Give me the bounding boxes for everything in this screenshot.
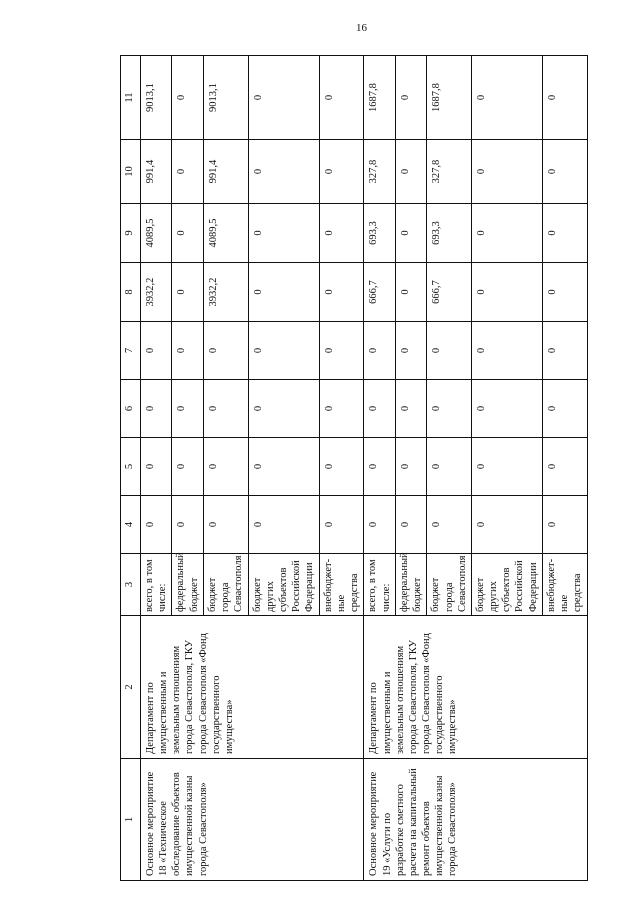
header-cell: 2 [121,616,141,759]
page-number: 16 [356,22,367,34]
value-cell: 0 [172,438,203,496]
value-cell: 0 [248,204,319,263]
value-cell: 0 [319,438,364,496]
value-cell: 0 [543,380,588,438]
header-row [121,56,141,881]
value-cell: 991,4 [203,140,248,204]
funding-source: бюджет города Севастополя [203,554,248,616]
value-cell: 0 [543,263,588,322]
value-cell: 0 [141,380,172,438]
value-cell: 9013,1 [141,56,172,140]
value-cell: 0 [364,496,395,554]
measure-name: Основное мероприятие 19 «Услуги по разработке сметного расчета на капитальный ремонт объектов имущественной казны города Севастополя» [364,759,588,881]
value-cell: 9013,1 [203,56,248,140]
table-row [141,56,172,881]
value-cell: 0 [319,496,364,554]
value-cell: 4089,5 [141,204,172,263]
value-cell: 0 [248,263,319,322]
value-cell: 0 [203,322,248,380]
value-cell: 3932,2 [141,263,172,322]
value-cell: 0 [172,322,203,380]
header-cell: 8 [121,263,141,322]
value-cell: 0 [543,438,588,496]
value-cell: 0 [172,380,203,438]
value-cell: 1687,8 [364,56,395,140]
value-cell: 0 [472,380,543,438]
value-cell: 0 [172,263,203,322]
value-cell: 0 [543,496,588,554]
value-cell: 0 [395,56,426,140]
value-cell: 693,3 [364,204,395,263]
value-cell: 0 [395,204,426,263]
value-cell: 991,4 [141,140,172,204]
value-cell: 0 [364,438,395,496]
header-cell: 6 [121,380,141,438]
value-cell: 0 [427,322,472,380]
value-cell: 0 [203,438,248,496]
value-cell: 0 [319,322,364,380]
value-cell: 0 [172,140,203,204]
value-cell: 0 [472,56,543,140]
value-cell: 0 [395,263,426,322]
header-cell: 1 [121,759,141,881]
value-cell: 4089,5 [203,204,248,263]
value-cell: 0 [248,140,319,204]
value-cell: 0 [319,263,364,322]
value-cell: 0 [248,438,319,496]
table-row [364,56,395,881]
value-cell: 0 [248,56,319,140]
value-cell: 0 [172,496,203,554]
value-cell: 0 [141,438,172,496]
value-cell: 693,3 [427,204,472,263]
header-cell: 3 [121,554,141,616]
value-cell: 0 [319,204,364,263]
value-cell: 1687,8 [427,56,472,140]
funding-source: бюджет других субъектов Российской Федерации [248,554,319,616]
value-cell: 0 [364,322,395,380]
value-cell: 0 [203,380,248,438]
value-cell: 0 [472,438,543,496]
value-cell: 0 [427,496,472,554]
value-cell: 0 [395,322,426,380]
header-cell: 10 [121,140,141,204]
value-cell: 0 [472,140,543,204]
value-cell: 0 [319,380,364,438]
measure-executor: Департамент по имущественным и земельным отношениям города Севастополя, ГКУ города Севастополя «Фонд государственного имущества» [141,616,364,759]
funding-source: бюджет других субъектов Российской Федерации [472,554,543,616]
measure-executor: Департамент по имущественным и земельным отношениям города Севастополя, ГКУ города Севастополя «Фонд государственного имущества» [364,616,588,759]
value-cell: 0 [543,204,588,263]
header-cell: 7 [121,322,141,380]
header-cell: 4 [121,496,141,554]
value-cell: 0 [395,438,426,496]
value-cell: 0 [472,496,543,554]
funding-source: всего, в том числе: [364,554,395,616]
funding-source: федеральный бюджет [172,554,203,616]
measure-name: Основное мероприятие 18 «Техническое обследование объектов имущественной казны города Севастополя» [141,759,364,881]
funding-source: всего, в том числе: [141,554,172,616]
value-cell: 3932,2 [203,263,248,322]
value-cell: 0 [364,380,395,438]
value-cell: 0 [248,322,319,380]
funding-source: бюджет города Севастополя [427,554,472,616]
value-cell: 0 [395,496,426,554]
value-cell: 0 [172,204,203,263]
funding-source: внебюджет-ные средства [543,554,588,616]
value-cell: 0 [319,140,364,204]
funding-source: внебюджет-ные средства [319,554,364,616]
value-cell: 327,8 [427,140,472,204]
value-cell: 327,8 [364,140,395,204]
budget-table [120,55,588,881]
value-cell: 0 [427,380,472,438]
value-cell: 0 [427,438,472,496]
value-cell: 0 [395,140,426,204]
value-cell: 0 [472,322,543,380]
header-cell: 11 [121,56,141,140]
value-cell: 0 [472,263,543,322]
value-cell: 0 [248,496,319,554]
value-cell: 0 [395,380,426,438]
value-cell: 666,7 [427,263,472,322]
value-cell: 0 [319,56,364,140]
value-cell: 0 [248,380,319,438]
value-cell: 0 [543,140,588,204]
value-cell: 666,7 [364,263,395,322]
header-cell: 5 [121,438,141,496]
value-cell: 0 [472,204,543,263]
value-cell: 0 [141,496,172,554]
rotated-table-container [120,58,588,881]
header-cell: 9 [121,204,141,263]
value-cell: 0 [543,322,588,380]
funding-source: федеральный бюджет [395,554,426,616]
value-cell: 0 [203,496,248,554]
value-cell: 0 [172,56,203,140]
value-cell: 0 [141,322,172,380]
value-cell: 0 [543,56,588,140]
